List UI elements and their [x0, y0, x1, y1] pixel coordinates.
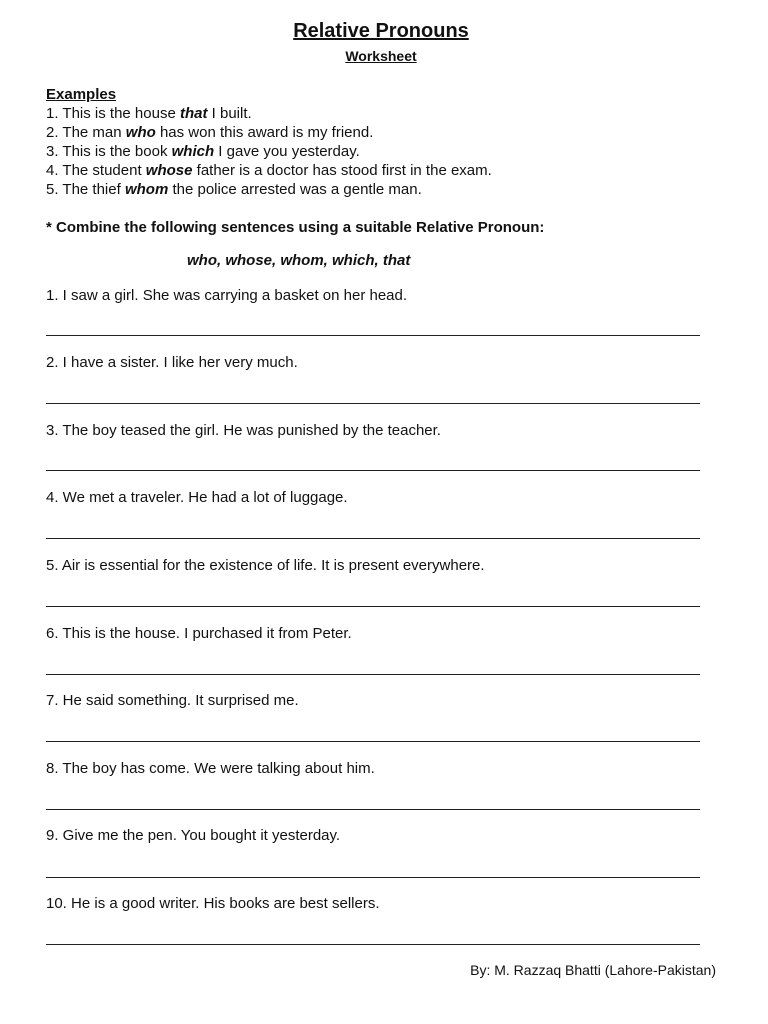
instruction-text: * Combine the following sentences using a suitable Relative Pronoun:	[46, 219, 545, 236]
page-title: Relative Pronouns	[293, 20, 469, 42]
example-text: the police arrested was a gentle man.	[168, 181, 422, 198]
answer-line-10[interactable]	[46, 944, 700, 945]
example-text: I gave you yesterday.	[214, 143, 360, 160]
example-pronoun: whose	[145, 162, 193, 179]
answer-line-1[interactable]	[46, 335, 700, 336]
example-text: 4. The student	[46, 162, 146, 179]
example-text: 5. The thief	[46, 181, 125, 198]
answer-line-8[interactable]	[46, 809, 700, 810]
answer-line-5[interactable]	[46, 606, 700, 607]
question-6: 6. This is the house. I purchased it from Peter.	[46, 625, 352, 642]
question-8: 8. The boy has come. We were talking about him.	[46, 760, 375, 777]
question-7: 7. He said something. It surprised me.	[46, 692, 299, 709]
example-text: I built.	[207, 105, 252, 122]
example-item	[46, 161, 492, 180]
answer-line-7[interactable]	[46, 741, 700, 742]
examples-section	[46, 85, 492, 199]
example-item	[46, 123, 492, 142]
example-text: 1. This is the house	[46, 105, 180, 122]
example-item	[46, 142, 492, 161]
example-pronoun: which	[171, 143, 215, 160]
example-pronoun: who	[125, 124, 156, 141]
question-9: 9. Give me the pen. You bought it yesterday.	[46, 827, 341, 844]
page-subtitle: Worksheet	[345, 48, 417, 64]
answer-line-3[interactable]	[46, 470, 700, 471]
question-1: 1. I saw a girl. She was carrying a basket on her head.	[46, 287, 408, 304]
example-item	[46, 104, 492, 123]
question-3: 3. The boy teased the girl. He was punished by the teacher.	[46, 422, 441, 439]
example-text: 2. The man	[46, 124, 126, 141]
answer-line-9[interactable]	[46, 877, 700, 878]
example-text: 3. This is the book	[46, 143, 172, 160]
question-10: 10. He is a good writer. His books are best sellers.	[46, 895, 380, 912]
answer-line-6[interactable]	[46, 674, 700, 675]
answer-line-2[interactable]	[46, 403, 700, 404]
question-2: 2. I have a sister. I like her very much.	[46, 354, 298, 371]
example-pronoun: whom	[124, 181, 169, 198]
question-5: 5. Air is essential for the existence of life. It is present everywhere.	[46, 557, 485, 574]
word-bank: who, whose, whom, which, that	[187, 252, 411, 269]
answer-line-4[interactable]	[46, 538, 700, 539]
question-4: 4. We met a traveler. He had a lot of luggage.	[46, 489, 348, 506]
author-credit: By: M. Razzaq Bhatti (Lahore-Pakistan)	[470, 962, 716, 978]
example-pronoun: that	[179, 105, 208, 122]
example-text: has won this award is my friend.	[155, 124, 374, 141]
examples-heading: Examples	[46, 86, 117, 103]
example-text: father is a doctor has stood first in the exam.	[192, 162, 492, 179]
example-item	[46, 180, 492, 199]
